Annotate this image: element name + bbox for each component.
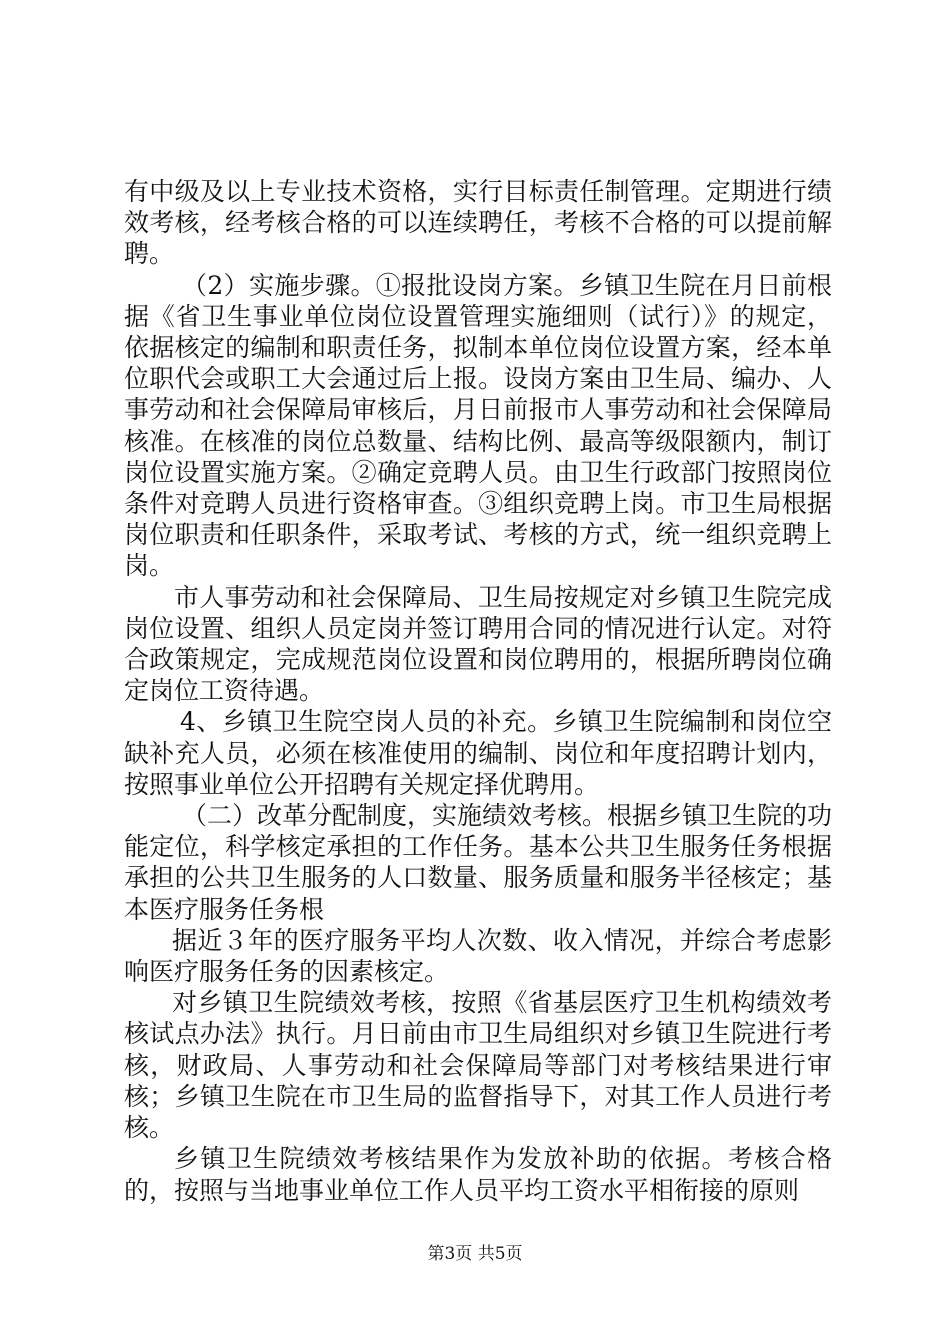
document-body bbox=[124, 176, 832, 1206]
paragraph-8: 乡镇卫生院绩效考核结果作为发放补助的依据。考核合格的，按照与当地事业单位工作人员平均工资水平相衔接的原则 bbox=[124, 1144, 832, 1205]
paragraph-3: 市人事劳动和社会保障局、卫生局按规定对乡镇卫生院完成岗位设置、组织人员定岗并签订聘用合同的情况进行认定。对符合政策规定，完成规范岗位设置和岗位聘用的，根据所聘岗位确定岗位工资待遇。 bbox=[124, 582, 832, 706]
paragraph-6: 据近３年的医疗服务平均人次数、收入情况，并综合考虑影响医疗服务任务的因素核定。 bbox=[124, 925, 832, 987]
paragraph-7: 对乡镇卫生院绩效考核，按照《省基层医疗卫生机构绩效考核试点办法》执行。月日前由市卫生局组织对乡镇卫生院进行考核，财政局、人事劳动和社会保障局等部门对考核结果进行审核；乡镇卫生院在市卫生局的监督指导下，对其工作人员进行考核。 bbox=[124, 988, 832, 1143]
page-number-footer: 第3页 共5页 bbox=[427, 1244, 523, 1264]
paragraph-5: （二）改革分配制度，实施绩效考核。根据乡镇卫生院的功能定位，科学核定承担的工作任务。基本公共卫生服务任务根据承担的公共卫生服务的人口数量、服务质量和服务半径核定；基本医疗服务任务根 bbox=[124, 801, 833, 924]
paragraph-4: 4、乡镇卫生院空岗人员的补充。乡镇卫生院编制和岗位空缺补充人员，必须在核准使用的编制、岗位和年度招聘计划内，按照事业单位公开招聘有关规定择优聘用。 bbox=[124, 707, 832, 799]
paragraph-1: 有中级及以上专业技术资格，实行目标责任制管理。定期进行绩效考核，经考核合格的可以连续聘任，考核不合格的可以提前解聘。 bbox=[124, 177, 832, 269]
paragraph-2: （2）实施步骤。①报批设岗方案。乡镇卫生院在月日前根据《省卫生事业单位岗位设置管理实施细则（试行）》的规定，依据核定的编制和职责任务，拟制本单位岗位设置方案，经本单位职代会或职工大会通过后上报。设岗方案由卫生局、编办、人事劳动和社会保障局审核后，月日前报市人事劳动和社会保障局核准。在核准的岗位总数量、结构比例、最高等级限额内，制订岗位设置实施方案。②确定竞聘人员。由卫生行政部门按照岗位条件对竞聘人员进行资格审查。③组织竞聘上岗。市卫生局根据岗位职责和任职条件，采取考试、考核的方式，统一组织竞聘上岗。 bbox=[124, 270, 832, 581]
